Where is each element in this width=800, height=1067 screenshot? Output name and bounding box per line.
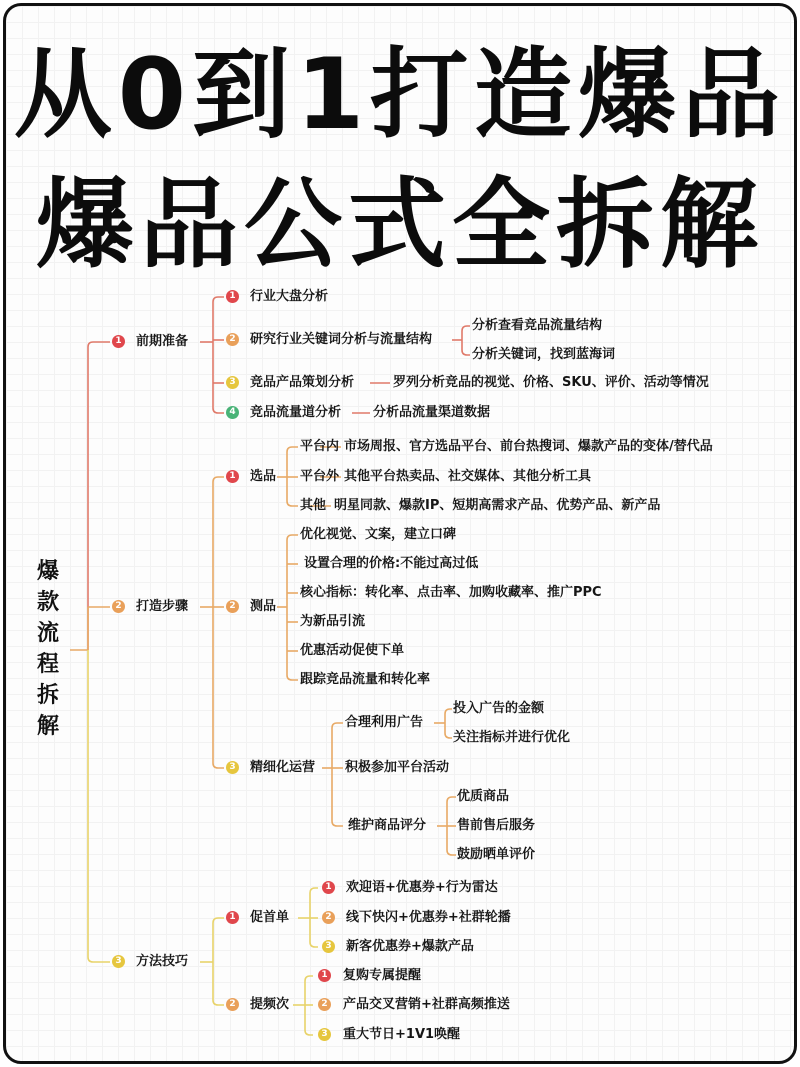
freq-item: 重大节日+1V1唤醒 xyxy=(343,1027,461,1042)
number-badge-icon: 3 xyxy=(112,955,125,968)
prep-sub-item: 分析关键词，找到蓝海词 xyxy=(472,347,616,362)
select-item: 平台内 xyxy=(300,439,340,454)
number-badge-icon: 3 xyxy=(226,376,239,389)
connector xyxy=(287,535,298,607)
connector xyxy=(305,1005,313,1035)
connector xyxy=(287,607,298,680)
first-item: 欢迎语+优惠券+行为雷达 xyxy=(346,880,498,895)
first-item: 新客优惠券+爆款产品 xyxy=(346,939,474,954)
number-badge-icon: 1 xyxy=(226,470,239,483)
connector xyxy=(305,976,313,1005)
connector xyxy=(88,607,110,650)
connector xyxy=(287,477,298,506)
connector xyxy=(310,888,318,918)
connector xyxy=(445,723,452,738)
number-badge-icon: 2 xyxy=(226,333,239,346)
select-item: 其他 xyxy=(300,498,327,513)
connector xyxy=(462,326,470,340)
first-item: 线下快闪+优惠券+社群轮播 xyxy=(346,910,511,925)
connector xyxy=(213,607,224,768)
build-ops: 精细化运营 xyxy=(250,760,316,775)
prep-detail: 分析品流量渠道数据 xyxy=(373,405,491,420)
connector xyxy=(213,342,224,413)
ops-item: 积极参加平台活动 xyxy=(345,760,450,775)
test-item: 设置合理的价格:不能过高过低 xyxy=(304,556,479,571)
select-detail: 其他平台热卖品、社交媒体、其他分析工具 xyxy=(344,469,592,484)
number-badge-icon: 2 xyxy=(226,600,239,613)
tips-first: 促首单 xyxy=(250,910,290,925)
number-badge-icon: 2 xyxy=(318,998,331,1011)
branch-prep: 前期准备 xyxy=(136,334,189,349)
number-badge-icon: 1 xyxy=(322,881,335,894)
prep-sub-item: 分析查看竞品流量结构 xyxy=(472,318,603,333)
connector xyxy=(213,918,224,962)
branch-build: 打造步骤 xyxy=(136,599,189,614)
ops-item: 合理利用广告 xyxy=(345,715,424,730)
test-item: 核心指标：转化率、点击率、加购收藏率、推广PPC xyxy=(300,585,602,600)
test-item: 优化视觉、文案，建立口碑 xyxy=(300,527,457,542)
number-badge-icon: 3 xyxy=(226,761,239,774)
connector xyxy=(445,709,452,723)
number-badge-icon: 3 xyxy=(318,1028,331,1041)
build-select: 选品 xyxy=(250,469,277,484)
connector xyxy=(310,918,318,947)
select-detail: 市场周报、官方选品平台、前台热搜词、爆款产品的变体/替代品 xyxy=(344,439,713,454)
connector xyxy=(462,340,470,355)
connector xyxy=(332,768,343,826)
title-line-2: 爆品公式全拆解 xyxy=(35,168,764,282)
build-test: 测品 xyxy=(250,599,277,614)
test-item: 跟踪竞品流量和转化率 xyxy=(300,672,431,687)
ops-sub-item: 关注指标并进行优化 xyxy=(453,730,571,745)
number-badge-icon: 2 xyxy=(112,600,125,613)
freq-item: 产品交叉营销+社群高频推送 xyxy=(343,997,510,1012)
tips-freq: 提频次 xyxy=(250,997,290,1012)
prep-item: 竞品产品策划分析 xyxy=(250,375,355,390)
number-badge-icon: 1 xyxy=(112,335,125,348)
prep-detail: 罗列分析竞品的视觉、价格、SKU、评价、活动等情况 xyxy=(393,375,709,390)
connector xyxy=(213,477,224,607)
connector xyxy=(447,826,456,855)
number-badge-icon: 1 xyxy=(226,290,239,303)
number-badge-icon: 1 xyxy=(226,911,239,924)
select-item: 平台外 xyxy=(300,469,340,484)
prep-item: 行业大盘分析 xyxy=(250,289,329,304)
number-badge-icon: 2 xyxy=(322,911,335,924)
root-node: 爆款流程拆解 xyxy=(36,559,59,739)
branch-tips: 方法技巧 xyxy=(136,954,189,969)
select-detail: 明星同款、爆款IP、短期高需求产品、优势产品、新产品 xyxy=(334,498,661,513)
prep-item: 研究行业关键词分析与流量结构 xyxy=(250,332,433,347)
ops-sub-item: 优质商品 xyxy=(457,789,510,804)
title-line-1: 从0到1打造爆品 xyxy=(13,38,787,152)
freq-item: 复购专属提醒 xyxy=(343,968,422,983)
number-badge-icon: 3 xyxy=(322,940,335,953)
ops-item: 维护商品评分 xyxy=(348,818,427,833)
test-item: 为新品引流 xyxy=(300,614,366,629)
test-item: 优惠活动促使下单 xyxy=(300,643,405,658)
connector xyxy=(88,342,110,650)
connector xyxy=(88,650,110,962)
connector xyxy=(332,723,343,768)
connector xyxy=(213,962,224,1005)
ops-sub-item: 投入广告的金额 xyxy=(453,701,545,716)
prep-item: 竞品流量道分析 xyxy=(250,405,342,420)
connector xyxy=(213,297,224,342)
number-badge-icon: 2 xyxy=(226,998,239,1011)
number-badge-icon: 4 xyxy=(226,406,239,419)
ops-sub-item: 鼓励晒单评价 xyxy=(457,847,536,862)
connector xyxy=(447,797,456,826)
ops-sub-item: 售前售后服务 xyxy=(457,818,536,833)
number-badge-icon: 1 xyxy=(318,969,331,982)
connector xyxy=(287,447,298,477)
